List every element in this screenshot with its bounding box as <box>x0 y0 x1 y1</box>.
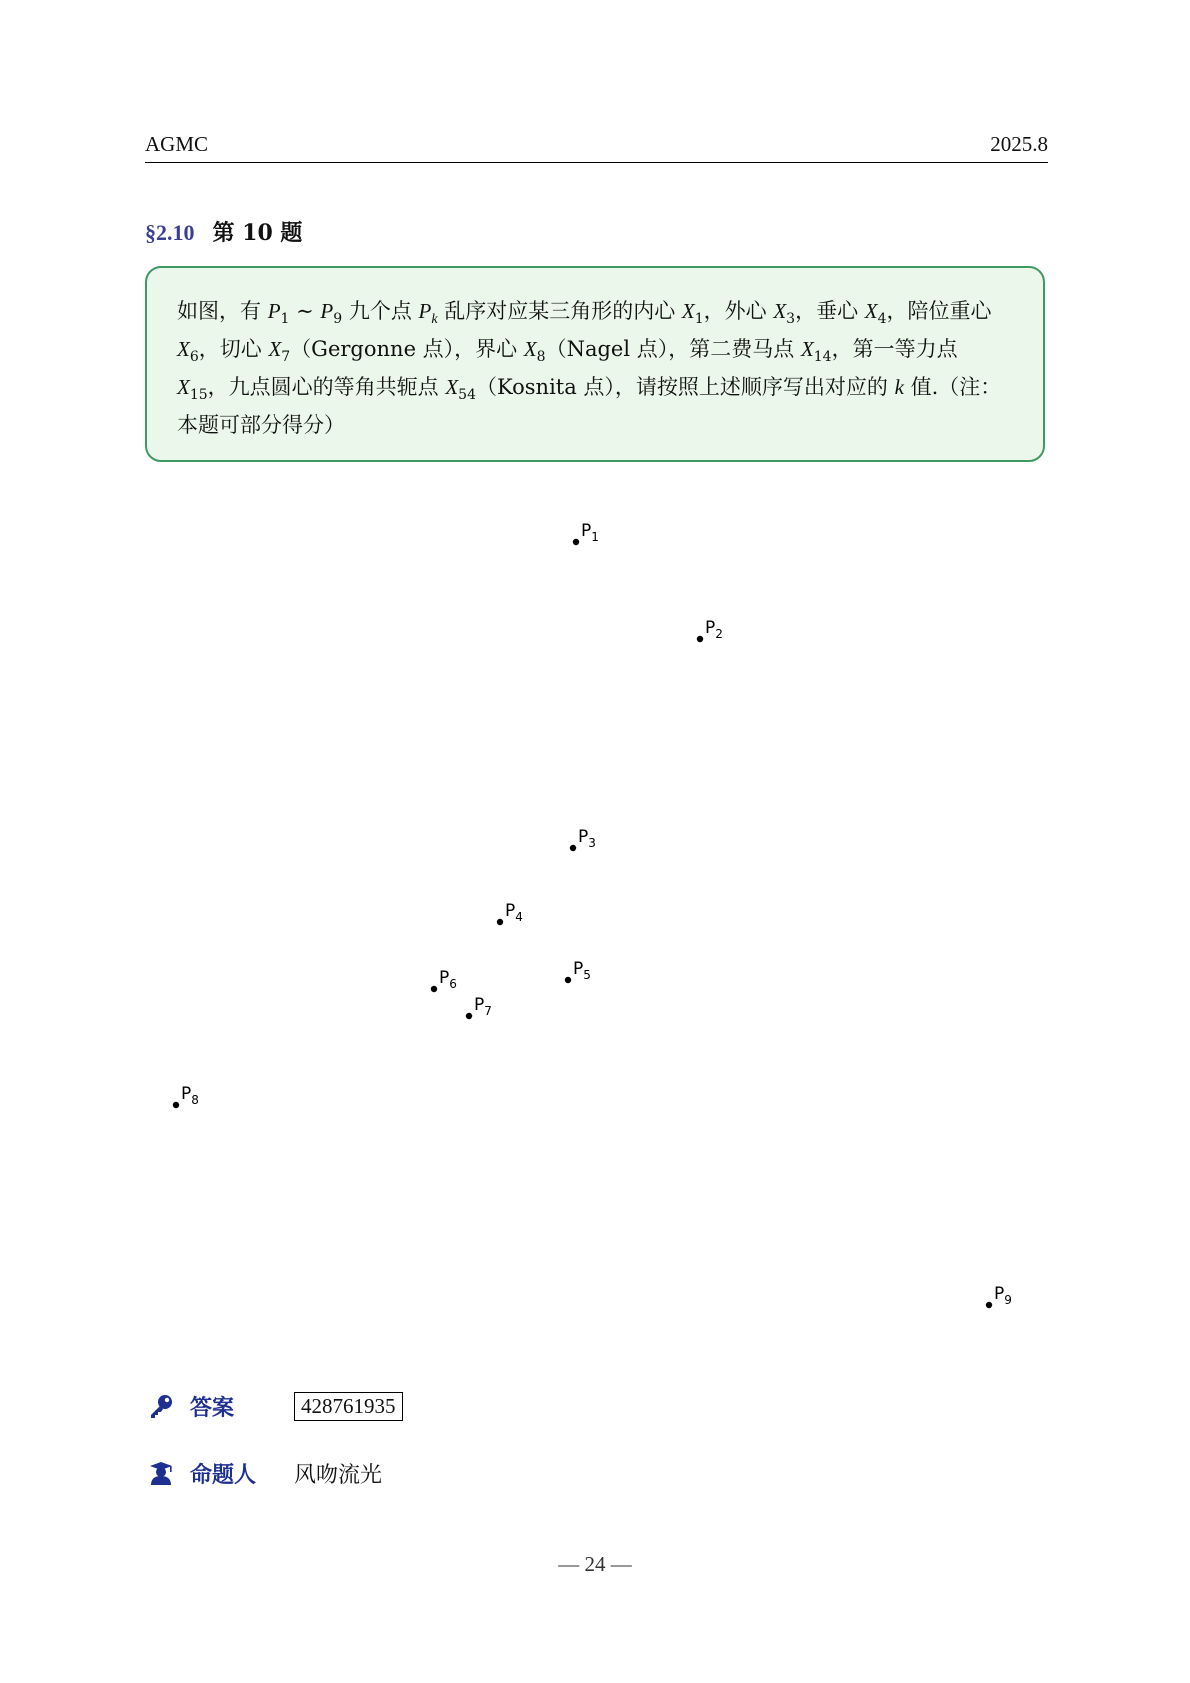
point-p2 <box>697 618 723 642</box>
answer-row <box>148 1389 403 1423</box>
graduate-icon <box>148 1460 174 1486</box>
section-title-text: 第 10 题 <box>212 220 303 246</box>
author-row <box>148 1456 382 1490</box>
svg-text:P8: $P_8$ <box>181 1084 199 1107</box>
section-number: §2.10 <box>145 220 195 245</box>
header-date: 2025.8 <box>990 132 1048 156</box>
point-figure <box>0 500 1190 1340</box>
point-dot <box>431 986 437 992</box>
answer-value: 428761935 <box>294 1392 403 1421</box>
page-header <box>145 132 1048 163</box>
svg-text:P1: $P_1$ <box>581 521 599 544</box>
point-dot <box>573 539 579 545</box>
point-dot <box>570 845 576 851</box>
page-number: — 24 — <box>558 1552 632 1576</box>
svg-text:P6: $P_6$ <box>439 968 457 991</box>
svg-text:P3: $P_3$ <box>578 827 596 850</box>
svg-text:P7: $P_7$ <box>474 995 492 1018</box>
point-dot <box>466 1013 472 1019</box>
point-dot <box>697 636 703 642</box>
answer-label: 答案 <box>190 1394 235 1421</box>
key-icon <box>148 1393 174 1419</box>
header-left-text: AGMC <box>145 132 209 156</box>
author-label: 命题人 <box>190 1461 257 1488</box>
point-dot <box>565 977 571 983</box>
problem-statement: 如图，有 $P_1$ ∼ $P_9$ 九个点 $P_k$ 乱序对应某三角形的内心 $X_1$，外心 $X_3$，垂心 $X_4$，陪位重心 $X_6$，切心 $X_7(Gergonne$ 点），界心 $X_8(Nagel$ 点），第二费马点 $X_{14}$，第一等力点 $X_{15}$，九点圆心的等角共轭点 $X_{54}(Kosnita$ 点），请按照上述顺序写出对应的 k 值.（注：本题可部分得分） <box>177 299 1002 437</box>
point-p4 <box>497 901 523 925</box>
section-heading <box>145 216 302 247</box>
author-name: 风吻流光 <box>294 1462 383 1488</box>
point-dot <box>497 919 503 925</box>
point-p3 <box>570 827 596 851</box>
point-p7 <box>466 995 492 1019</box>
problem-box <box>145 266 1045 462</box>
point-p6 <box>431 968 457 992</box>
svg-text:P2: $P_2$ <box>705 618 723 641</box>
point-p1 <box>573 521 599 545</box>
svg-text:P9: $P_9$ <box>994 1284 1012 1307</box>
svg-text:P4: $P_4$ <box>505 901 523 924</box>
point-dot <box>986 1302 992 1308</box>
svg-text:P5: $P_5$ <box>573 959 591 982</box>
point-p9 <box>986 1284 1012 1308</box>
point-p8 <box>173 1084 199 1108</box>
point-p5 <box>565 959 591 983</box>
point-dot <box>173 1102 179 1108</box>
